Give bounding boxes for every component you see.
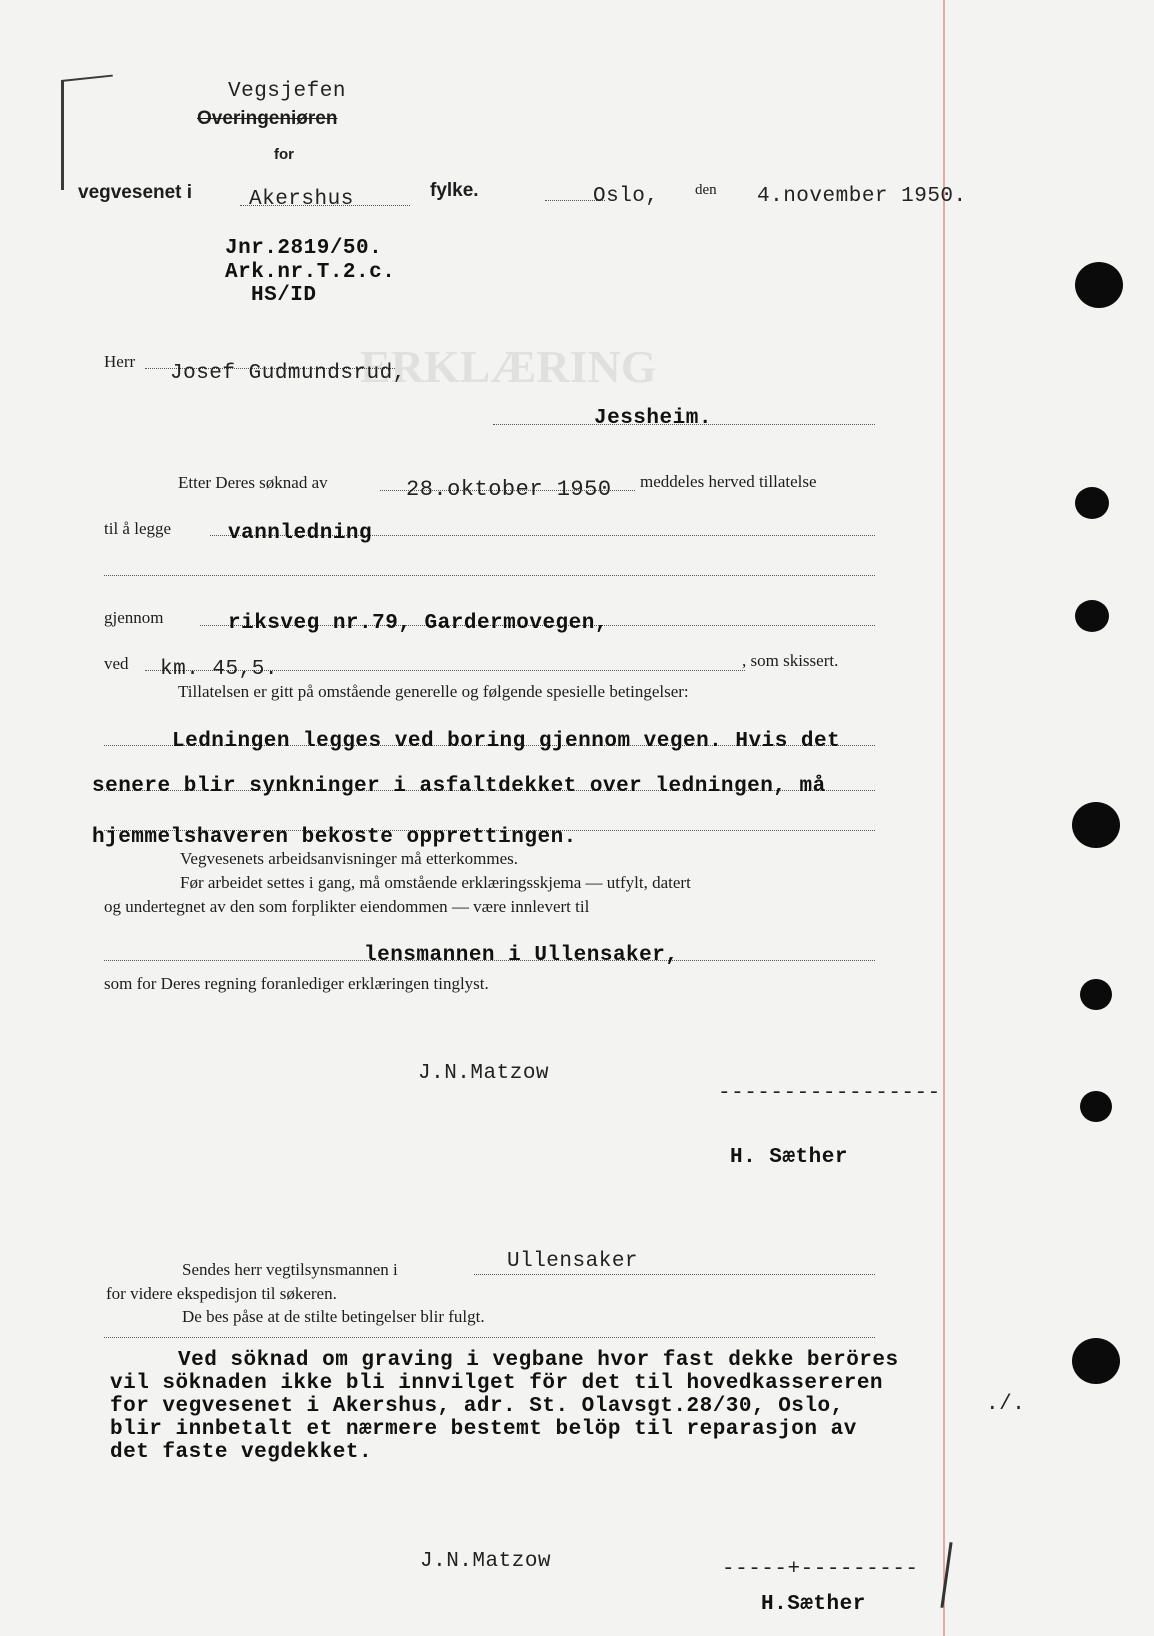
punch-hole-6 bbox=[1080, 1091, 1112, 1122]
punch-hole-7 bbox=[1072, 1338, 1120, 1384]
blank-dotted-line bbox=[104, 575, 875, 576]
county-value: Akershus bbox=[249, 188, 354, 211]
stamp-line-1: Ved söknad om graving i vegbane hvor fast dekke beröres bbox=[178, 1349, 899, 1372]
bleed-through-text: ERKLÆRING bbox=[360, 341, 657, 392]
road-value: riksveg nr.79, Gardermovegen, bbox=[228, 612, 608, 635]
red-margin-line bbox=[943, 0, 945, 1636]
til-a-legge-label: til å legge bbox=[104, 519, 172, 538]
signature-right-dashes-2: -----+--------- bbox=[722, 1558, 919, 1581]
condition-2: senere blir synkninger i asfaltdekket over ledningen, må bbox=[92, 775, 826, 798]
stamp-line-4: blir innbetalt et nærmere bestemt belöp til reparasjon av bbox=[110, 1418, 857, 1441]
signature-right-dashes-1: ----------------- bbox=[718, 1082, 941, 1105]
before-work-line-2: og undertegnet av den som forplikter eiendommen — være innlevert til bbox=[104, 897, 590, 916]
signature-right-1: H. Sæther bbox=[730, 1146, 848, 1169]
district-value: Ullensaker bbox=[507, 1250, 639, 1273]
fylke-label: fylke. bbox=[430, 180, 479, 201]
pencil-bracket-top bbox=[61, 75, 113, 82]
for-label: for bbox=[274, 146, 294, 163]
herr-label: Herr bbox=[104, 352, 136, 371]
punch-hole-2 bbox=[1075, 487, 1109, 519]
permit-item: vannledning bbox=[228, 522, 373, 545]
stamp-line-2: vil söknaden ikke bli innvilget för det til hovedkassereren bbox=[110, 1372, 884, 1395]
conditions-intro: Tillatelsen er gitt på omstående generelle og følgende spesielle betingelser: bbox=[178, 682, 689, 701]
punch-hole-4 bbox=[1072, 802, 1120, 848]
signature-left-2: J.N.Matzow bbox=[420, 1550, 552, 1573]
recipient-name: Josef Gudmundsrud, bbox=[170, 362, 406, 385]
stamp-line-3: for vegvesenet i Akershus, adr. St. Olavsgt.28/30, Oslo, bbox=[110, 1395, 844, 1418]
before-work-line-1: Før arbeidet settes i gang, må omstående erklæringsskjema — utfylt, datert bbox=[180, 873, 691, 892]
for-videre-text: for videre ekspedisjon til søkeren. bbox=[106, 1284, 337, 1303]
pencil-bracket-mark bbox=[61, 80, 64, 190]
letter-date: 4.november 1950. bbox=[757, 185, 967, 208]
punch-hole-5 bbox=[1080, 979, 1112, 1010]
vegvesenet-label: vegvesenet i bbox=[78, 182, 193, 203]
meddeles-label: meddeles herved tillatelse bbox=[640, 472, 817, 491]
km-value: km. 45,5. bbox=[160, 658, 278, 681]
place-value: Oslo, bbox=[593, 185, 659, 208]
archive-number: Ark.nr.T.2.c. bbox=[225, 261, 396, 284]
recipient-city: Jessheim. bbox=[594, 407, 712, 430]
district-dotted-line bbox=[474, 1274, 875, 1275]
registration-text: som for Deres regning foranlediger erklæringen tinglyst. bbox=[104, 974, 489, 993]
instructions-text: Vegvesenets arbeidsanvisninger må etterkommes. bbox=[180, 849, 519, 868]
condition-1: Ledningen legges ved boring gjennom vegen. Hvis det bbox=[172, 730, 841, 753]
forwarding-dotted-line bbox=[104, 1337, 875, 1338]
office-typed: Vegsjefen bbox=[228, 80, 346, 103]
county-dotted-line bbox=[240, 205, 410, 206]
sendes-label: Sendes herr vegtilsynsmannen i bbox=[182, 1260, 398, 1279]
etter-label: Etter Deres søknad av bbox=[178, 473, 328, 492]
ved-label: ved bbox=[104, 654, 129, 673]
signature-right-2: H.Sæther bbox=[761, 1593, 866, 1616]
de-bes-text: De bes påse at de stilte betingelser blir fulgt. bbox=[182, 1307, 485, 1326]
stamp-line-5: det faste vegdekket. bbox=[110, 1441, 373, 1464]
initials: HS/ID bbox=[251, 284, 317, 307]
authority-value: lensmannen i Ullensaker, bbox=[364, 944, 679, 967]
gjennom-label: gjennom bbox=[104, 608, 164, 627]
application-date: 28.oktober 1950 bbox=[406, 477, 612, 502]
punch-hole-3 bbox=[1075, 600, 1109, 632]
continuation-mark: ./. bbox=[986, 1393, 1026, 1416]
office-printed: Overingeniøren bbox=[197, 108, 338, 129]
condition-3: hjemmelshaveren bekoste opprettingen. bbox=[92, 826, 577, 849]
punch-hole-1 bbox=[1075, 262, 1123, 308]
signature-left-1: J.N.Matzow bbox=[418, 1062, 550, 1085]
journal-number: Jnr.2819/50. bbox=[225, 237, 383, 260]
som-skissert-label: , som skissert. bbox=[742, 651, 839, 670]
den-label: den bbox=[695, 182, 717, 198]
